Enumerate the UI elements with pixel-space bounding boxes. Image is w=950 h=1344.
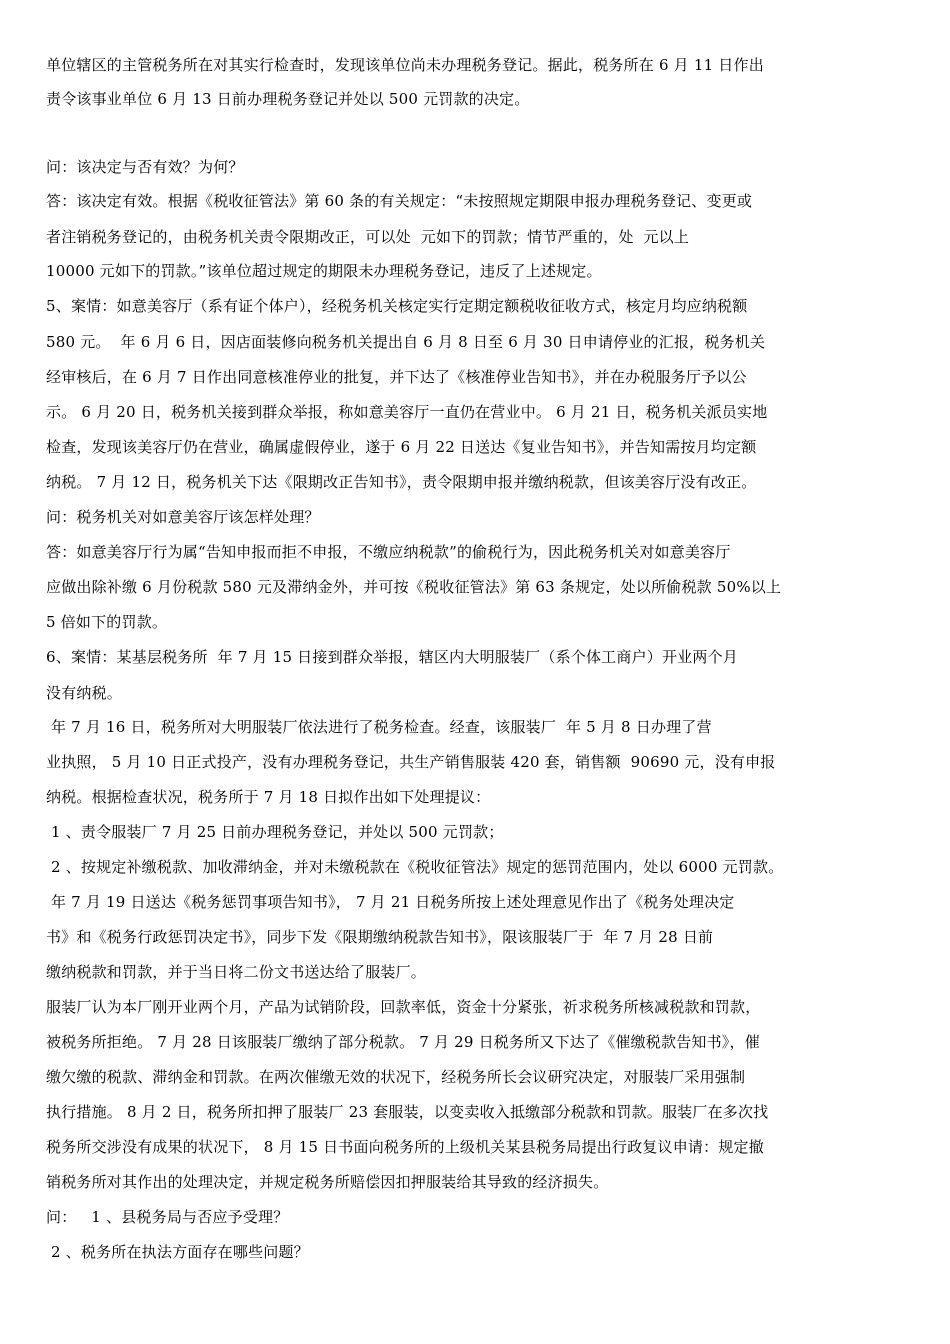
text-line: 业执照， 5 月 10 日正式投产，没有办理税务登记，共生产销售服装 420 套，销售额 90690 元，没有申报 bbox=[46, 753, 776, 771]
text-line: 责令该事业单位 6 月 13 日前办理税务登记并处以 500 元罚款的决定。 bbox=[46, 90, 530, 108]
text-line: 年 7 月 19 日送达《税务惩罚事项告知书》， 7 月 21 日税务所按上述处理意见作出了《税务处理决定 bbox=[46, 893, 735, 911]
text-line: 580 元。 年 6 月 6 日，因店面装修向税务机关提出自 6 月 8 日至 6 月 30 日申请停业的汇报，税务机关 bbox=[46, 333, 766, 351]
text-line: 缴纳税款和罚款，并于当日将二份文书送达给了服装厂。 bbox=[46, 963, 427, 981]
text-line: 销税务所对其作出的处理决定，并规定税务所赔偿因扣押服装给其导致的经济损失。 bbox=[46, 1173, 609, 1191]
text-line: 5 倍如下的罚款。 bbox=[46, 613, 168, 631]
text-line: 单位辖区的主管税务所在对其实行检查时，发现该单位尚未办理税务登记。据此，税务所在 6 月 11 日作出 bbox=[46, 56, 764, 74]
text-line: 执行措施。 8 月 2 日，税务所扣押了服装厂 23 套服装，以变卖收入抵缴部分税款和罚款。服装厂在多次找 bbox=[46, 1103, 769, 1121]
text-line: 2 、按规定补缴税款、加收滞纳金，并对未缴税款在《税收征管法》规定的惩罚范围内，处以 6000 元罚款。 bbox=[46, 858, 784, 876]
text-line: 税务所交涉没有成果的状况下， 8 月 15 日书面向税务所的上级机关某县税务局提出行政复议申请：规定撤 bbox=[46, 1138, 764, 1156]
text-line: 纳税。根据检查状况，税务所于 7 月 18 日拟作出如下处理提议： bbox=[46, 788, 491, 806]
text-line: 5、案情：如意美容厅（系有证个体户），经税务机关核定实行定期定额税收征收方式，核定月均应纳税额 bbox=[46, 297, 748, 315]
text-line: 服装厂认为本厂刚开业两个月，产品为试销阶段，回款率低，资金十分紧张，祈求税务所核减税款和罚款， bbox=[46, 998, 761, 1016]
text-line: 1 、责令服装厂 7 月 25 日前办理税务登记，并处以 500 元罚款； bbox=[46, 823, 504, 841]
text-line: 经审核后，在 6 月 7 日作出同意核准停业的批复，并下达了《核准停业告知书》，并在办税服务厅予以公 bbox=[46, 368, 747, 386]
text-line: 纳税。 7 月 12 日，税务机关下达《限期改正告知书》，责令限期申报并缴纳税款，但该美容厅没有改正。 bbox=[46, 473, 757, 491]
text-line: 10000 元如下的罚款。”该单位超过规定的期限未办理税务登记，违反了上述规定。 bbox=[46, 262, 602, 280]
text-line: 答：如意美容厅行为属“告知申报而拒不申报，不缴应纳税款”的偷税行为，因此税务机关对如意美容厅 bbox=[46, 543, 731, 561]
text-line: 问：该决定与否有效？为何？ bbox=[46, 158, 244, 176]
text-line: 检查，发现该美容厅仍在营业，确属虚假停业，遂于 6 月 22 日送达《复业告知书》，并告知需按月均定额 bbox=[46, 438, 757, 456]
text-line: 6、案情：某基层税务所 年 7 月 15 日接到群众举报，辖区内大明服装厂（系个体工商户）开业两个月 bbox=[46, 648, 738, 666]
text-line: 问： 1 、县税务局与否应予受理？ bbox=[46, 1208, 289, 1226]
text-line: 年 7 月 16 日，税务所对大明服装厂依法进行了税务检查。经查，该服装厂 年 5 月 8 日办理了营 bbox=[46, 718, 712, 736]
text-line: 被税务所拒绝。 7 月 28 日该服装厂缴纳了部分税款。 7 月 29 日税务所又下达了《催缴税款告知书》，催 bbox=[46, 1033, 760, 1051]
text-line: 者注销税务登记的，由税务机关责令限期改正，可以处 元如下的罚款；情节严重的，处 元以上 bbox=[46, 228, 690, 246]
text-line: 缴欠缴的税款、滞纳金和罚款。在两次催缴无效的状况下，经税务所长会议研究决定，对服装厂采用强制 bbox=[46, 1068, 746, 1086]
text-line: 应做出除补缴 6 月份税款 580 元及滞纳金外，并可按《税收征管法》第 63 条规定，处以所偷税款 50%以上 bbox=[46, 578, 782, 596]
text-line: 书》和《税务行政惩罚决定书》，同步下发《限期缴纳税款告知书》，限该服装厂于 年 7 月 28 日前 bbox=[46, 928, 714, 946]
text-line: 2 、税务所在执法方面存在哪些问题？ bbox=[46, 1243, 309, 1261]
text-line: 答：该决定有效。根据《税收征管法》第 60 条的有关规定：“未按照规定期限申报办理税务登记、变更或 bbox=[46, 192, 753, 210]
text-line: 示。 6 月 20 日，税务机关接到群众举报，称如意美容厅一直仍在营业中。 6 月 21 日，税务机关派员实地 bbox=[46, 403, 768, 421]
text-line: 问：税务机关对如意美容厅该怎样处理？ bbox=[46, 508, 320, 526]
text-line: 没有纳税。 bbox=[46, 684, 123, 702]
